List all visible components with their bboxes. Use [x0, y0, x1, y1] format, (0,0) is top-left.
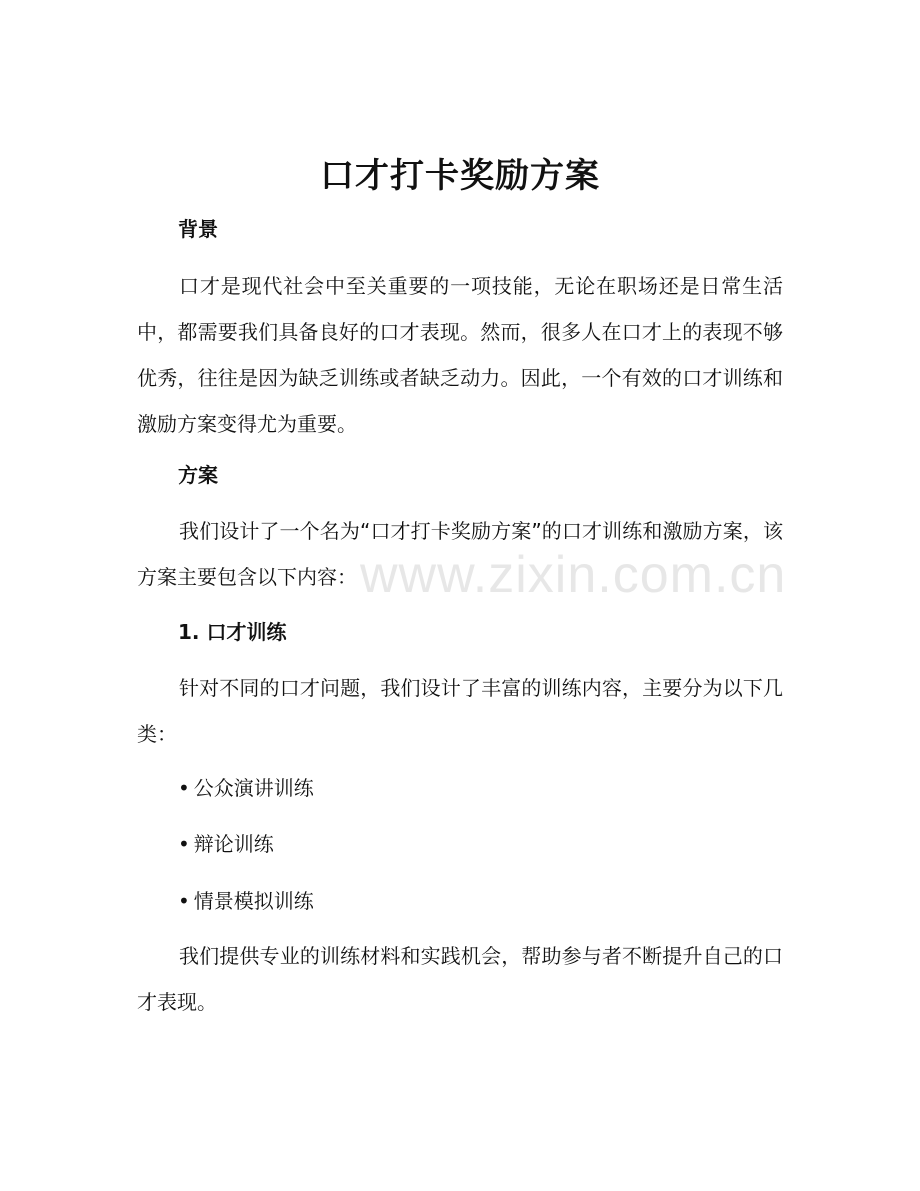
bullet-icon: • [178, 889, 190, 913]
paragraph-background: 口才是现代社会中至关重要的一项技能，无论在职场还是日常生活中，都需要我们具备良好的口才表现。然而，很多人在口才上的表现不够优秀，往往是因为缺乏训练或者缺乏动力。因此，一个有效的口才训练和激励方案变得尤为重要。 [137, 274, 783, 436]
document-title: 口才打卡奖励方案 [320, 156, 600, 196]
list-item [178, 773, 314, 803]
watermark: www.zixin.com.cn [360, 546, 787, 604]
paragraph-training-support: 我们提供专业的训练材料和实践机会，帮助参与者不断提升自己的口才表现。 [137, 944, 783, 1014]
list-item [178, 886, 314, 916]
list-item [178, 829, 274, 859]
paragraph-training: 针对不同的口才问题，我们设计了丰富的训练内容，主要分为以下几类： [137, 676, 783, 746]
list-item-label: 辩论训练 [193, 832, 274, 856]
list-item-label: 情景模拟训练 [193, 889, 314, 913]
bullet-icon: • [178, 776, 190, 800]
section-heading-plan: 方案 [178, 463, 218, 487]
list-item-label: 公众演讲训练 [193, 776, 314, 800]
paragraph-plan: 我们设计了一个名为“口才打卡奖励方案”的口才训练和激励方案，该方案主要包含以下内容： [137, 519, 783, 589]
section-heading-training: 1. 口才训练 [178, 620, 287, 644]
section-heading-background: 背景 [178, 217, 218, 241]
bullet-icon: • [178, 832, 190, 856]
